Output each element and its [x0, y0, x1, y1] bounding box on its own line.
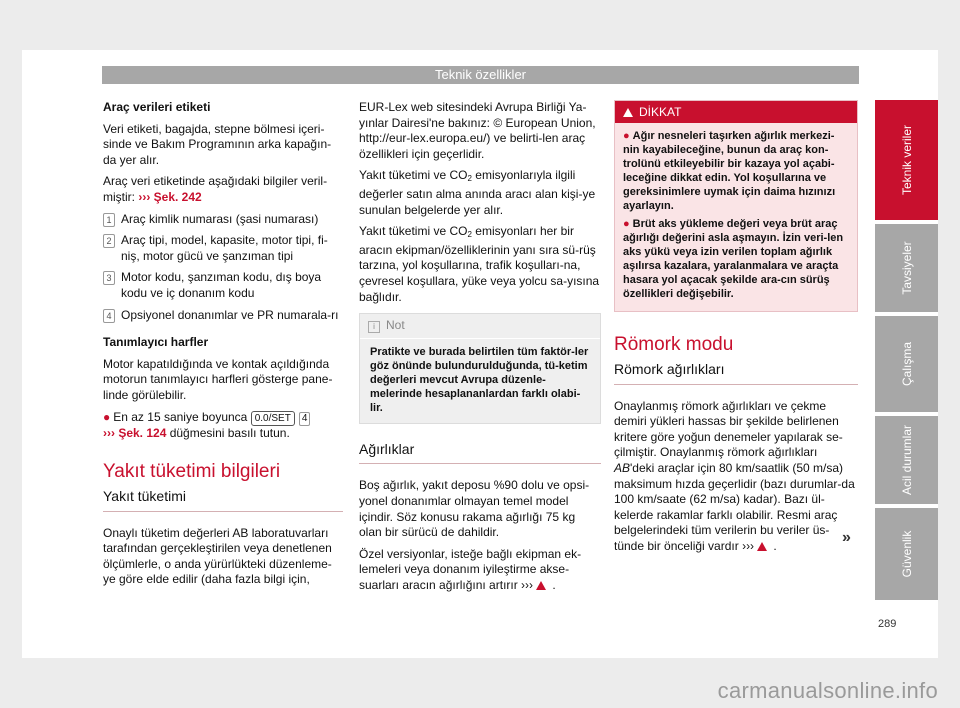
- warning-item: ● Ağır nesneleri taşırken ağırlık merkezi-nin kayabileceğine, bunun da araç kon-trolünü etkileyebilir bir kazaya yol açabi-leceğine dikkat edin. Yol koşullarına ve gereksinimlere uymak için daima hızınızı ayarlayın.: [623, 130, 836, 212]
- figure-link[interactable]: ››› Şek. 242: [138, 189, 202, 204]
- item-number: 4: [103, 309, 115, 323]
- bullet-icon: ●: [103, 409, 111, 424]
- warning-text: [615, 123, 857, 311]
- bullet-icon: ●: [623, 218, 630, 230]
- warning-icon: [623, 108, 633, 117]
- eurlex-paragraph: EUR-Lex web sitesindeki Avrupa Birliği Ya-yınlar Dairesi'ne bakınız: © European Union, http://eur-lex.europa.eu/) ve belirti-len araç özellikleri için geçerlidir.: [359, 100, 596, 161]
- identifier-letters-paragraph: Motor kapatıldığında ve kontak açıldığında motorun tanımlayıcı harfleri gösterge pane-linde görülebilir.: [103, 356, 333, 402]
- set-button-key: 0.0/SET: [251, 411, 295, 426]
- warning-header: DİKKAT: [615, 101, 857, 123]
- page-header: Teknik özellikler: [102, 66, 859, 84]
- section-divider: [614, 384, 858, 385]
- warning-item: ● Brüt aks yükleme değeri veya brüt araç ağırlığı değerini asla aşmayın. İzin veri-len aks yükü veya izin verilen toplam ağırlık aşılırsa kazalara, yaralanmalara ve araçta hasara yol açacak şekilde ara-cın sürüş özellikleri değişebilir.: [623, 218, 844, 300]
- tab-recommendations[interactable]: Tavsiyeler: [875, 224, 938, 312]
- weights-paragraph-2: Özel versiyonlar, isteğe bağlı ekipman ek-lemeleri veya donanım iyileştirme akse-suarları aracın ağırlığını artırır ››› .: [359, 546, 582, 592]
- list-item: 2 Araç tipi, model, kapasite, motor tipi, fi-niş, motor gücü ve şanzıman tipi: [103, 233, 343, 264]
- instruction-bullet: ● En az 15 saniye boyunca 0.0/SET 4 ››› Şek. 124 düğmesini basılı tutun.: [103, 410, 343, 442]
- section-divider: [103, 511, 343, 512]
- item-number: 2: [103, 234, 115, 248]
- data-label-paragraph: Veri etiketi, bagajda, stepne bölmesi içeri-sinde ve Bakım Programının arka kapağın-da yer alır.: [103, 121, 332, 167]
- data-label-heading: Araç verileri etiketi: [103, 100, 211, 114]
- callout-number: 4: [299, 412, 311, 426]
- warning-icon[interactable]: [536, 581, 546, 590]
- item-number: 1: [103, 213, 115, 227]
- side-tabs: [875, 100, 938, 604]
- section-title: Yakıt tüketimi bilgileri: [103, 461, 281, 483]
- weights-paragraph-1: Boş ağırlık, yakıt deposu %90 dolu ve opsi-yonel donanımlar olmayan temel model içindir. Söz konusu rakama ağırlığı 75 kg olan bir sürücü de dahildir.: [359, 478, 590, 540]
- section-divider: [359, 463, 601, 464]
- fuel-paragraph: Onaylı tüketim değerleri AB laboratuvarları tarafından gerçekleştirilen veya denetlenen ölçümlerle, o anda yürürlükteki düzenleme-ye göre elde edilir (daha fazla bilgi için,: [103, 525, 332, 587]
- tab-operation[interactable]: Çalışma: [875, 316, 938, 412]
- co2-paragraph-1: Yakıt tüketimi ve $CO_2$ emisyonlarıyla ilgili değerler satın alma anında aracı alan kişi-ye sunulan belgelerde yer alır.: [359, 168, 596, 217]
- list-item: 4 Opsiyonel donanımlar ve PR numarala-rı: [103, 308, 343, 324]
- identifier-letters-heading: Tanımlayıcı harfler: [103, 335, 209, 350]
- warning-icon[interactable]: [757, 542, 767, 551]
- list-item: 3 Motor kodu, şanzıman kodu, dış boya kodu ve iç donanım kodu: [103, 270, 343, 301]
- note-header: i Not: [360, 314, 600, 339]
- note-box: [359, 313, 601, 424]
- item-number: 3: [103, 271, 115, 285]
- column-2: [359, 100, 601, 599]
- trailer-paragraph: Onaylanmış römork ağırlıkları ve çekme demiri yükleri hassas bir şekilde belirlenen kritere göre yoğun denemeler yapılarak se-çilmiştir. Onaylanmış römork ağırlıkları AB'deki araçlar için 80 km/saatlik (50 m/sa) maksimum hızda geçerlidir (bazı durumlar-da 100 km/saate (62 m/sa) kadar). Bazı ül-kelerde rakamlar farklı olabilir. Resmi araç belgelerindeki tüm verilerin bu veriler üs-tünde bir önceliği vardır ››› .: [614, 398, 855, 553]
- info-icon: i: [368, 321, 380, 333]
- figure-link[interactable]: ››› Şek. 124: [103, 425, 167, 440]
- column-1: [103, 100, 343, 594]
- tab-technical-data[interactable]: Teknik veriler: [875, 100, 938, 220]
- watermark: carmanualsonline.info: [717, 678, 938, 703]
- tab-safety[interactable]: Güvenlik: [875, 508, 938, 600]
- section-title: Römork modu: [614, 334, 734, 355]
- section-subtitle: Römork ağırlıkları: [614, 361, 725, 377]
- page-number: 289: [878, 618, 897, 630]
- continue-marker: »: [842, 529, 851, 546]
- section-subtitle: Yakıt tüketimi: [103, 488, 186, 505]
- column-3: [614, 100, 858, 561]
- bullet-icon: ●: [623, 130, 630, 142]
- note-text: Pratikte ve burada belirtilen tüm faktör-ler göz önünde bulundurulduğunda, tü-ketim değerleri mevcut Avrupa düzenle-melerinde hesaplananlardan farklı olabi-lir.: [370, 345, 589, 414]
- weights-heading: Ağırlıklar: [359, 440, 415, 457]
- co2-paragraph-2: Yakıt tüketimi ve $CO_2$ emisyonları her bir aracın ekipman/özelliklerinin yanı sıra sü-rüş tarzına, yol koşullarına, trafik koşulları-na, çevresel koşullara, yüke veya yolcu sa-yısına bağlıdır.: [359, 224, 600, 304]
- list-item: 1 Araç kimlik numarası (şasi numarası): [103, 212, 343, 228]
- data-label-intro: Araç veri etiketinde aşağıdaki bilgiler veril-miştir: ››› Şek. 242: [103, 174, 328, 204]
- tab-emergencies[interactable]: Acil durumlar: [875, 416, 938, 504]
- warning-box: [614, 100, 858, 312]
